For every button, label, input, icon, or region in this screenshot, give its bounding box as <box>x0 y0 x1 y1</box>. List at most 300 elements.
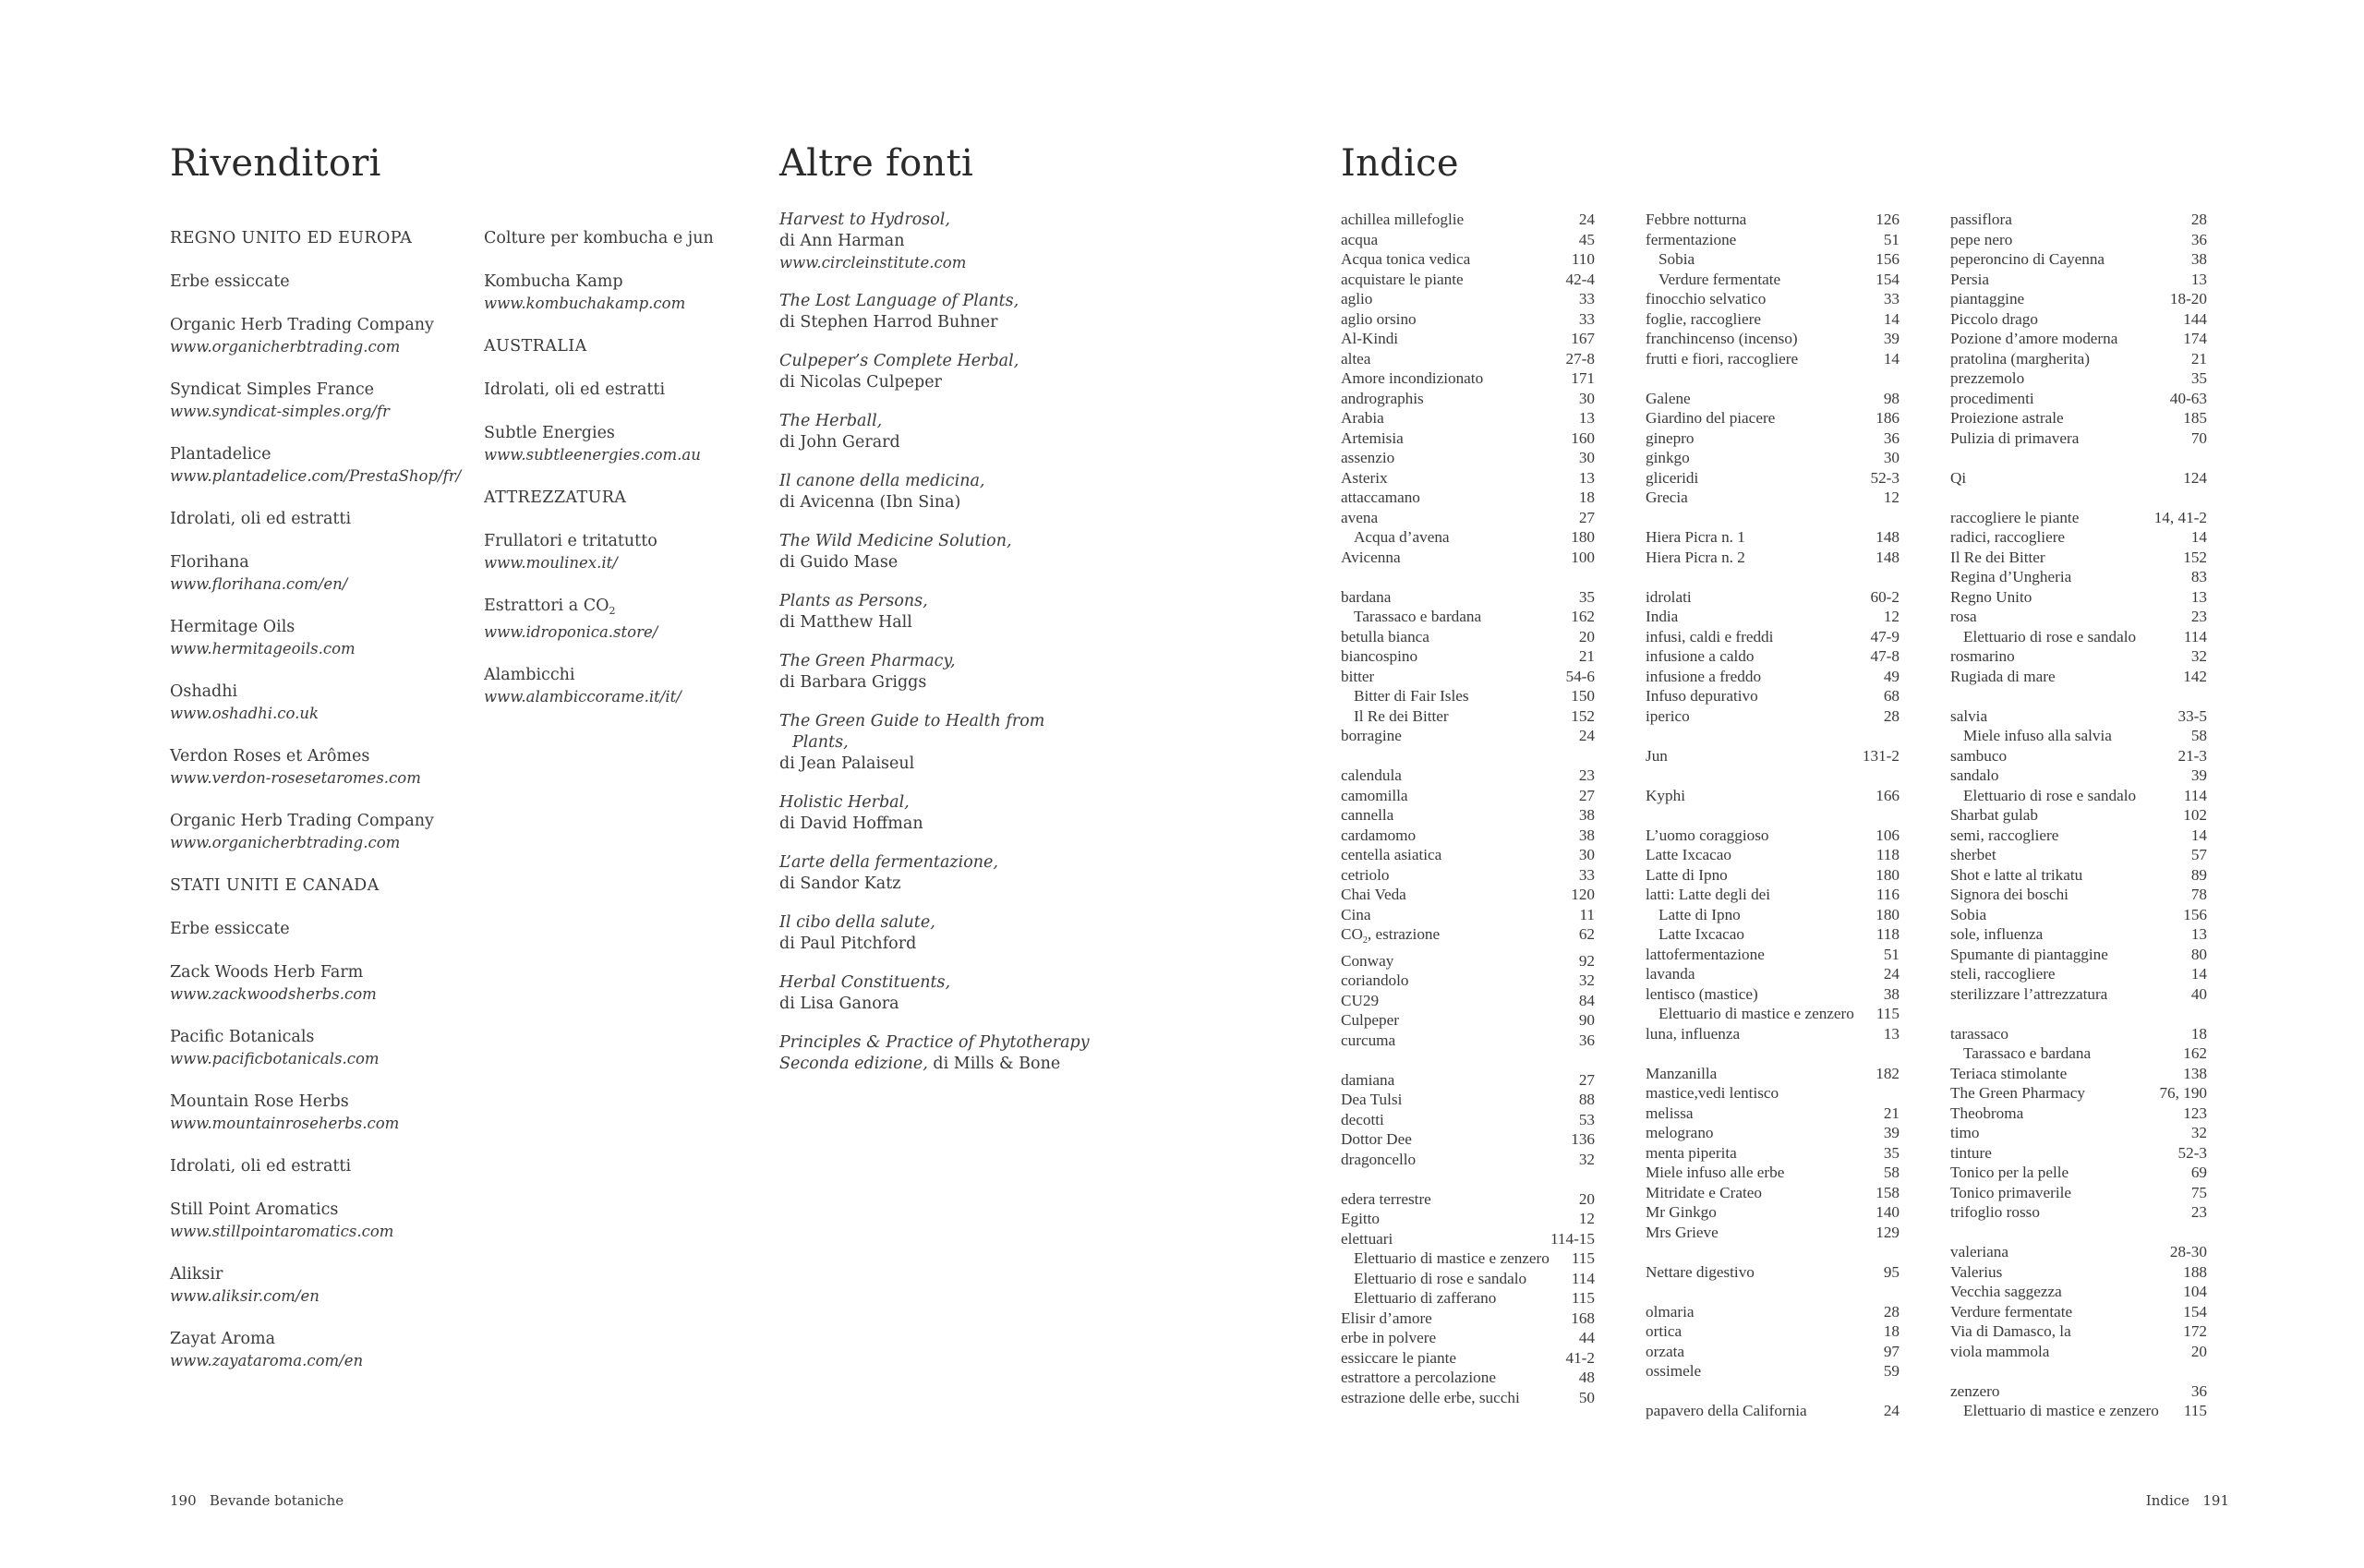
index-page: 28 <box>2190 211 2207 228</box>
index-term: Sharbat gulab <box>1950 806 2038 824</box>
retailer-url: www.organicherbtrading.com <box>170 834 401 851</box>
index-page: 24 <box>1578 727 1595 744</box>
index-term: viola mammola <box>1950 1342 2050 1360</box>
index-term: cannella <box>1341 806 1394 824</box>
index-page: 152 <box>1571 706 1595 725</box>
index-page: 52-3 <box>2177 1143 2207 1162</box>
source-author: di Paul Pitchford <box>779 935 917 953</box>
source-author: di Lisa Ganora <box>779 995 899 1013</box>
index-term: Vecchia saggezza <box>1950 1283 2062 1300</box>
retailer-name: Mountain Rose Herbs <box>170 1092 349 1111</box>
retailers-column-2 <box>484 228 761 730</box>
index-page: 58 <box>2190 727 2207 744</box>
index-entry <box>1950 1183 2207 1203</box>
source-title: L’arte della fermentazione, <box>779 853 998 872</box>
index-entry <box>1646 1361 1900 1381</box>
index-term: andrographis <box>1341 389 1424 407</box>
index-gap <box>1950 1004 2207 1024</box>
index-gap <box>1950 686 2207 706</box>
index-page: 68 <box>1883 687 1900 705</box>
index-page: 115 <box>2183 1402 2207 1419</box>
index-entry <box>1341 1229 1595 1249</box>
index-page: 30 <box>1578 449 1595 466</box>
index-term: Tonico primaverile <box>1950 1183 2071 1201</box>
retailer-url: www.pacificbotanicals.com <box>170 1050 380 1067</box>
source-title: Herbal Constituents, <box>779 973 951 992</box>
retailer-entry <box>170 315 475 357</box>
index-page: 104 <box>2183 1283 2207 1300</box>
index-term: India <box>1646 608 1679 625</box>
index-entry <box>1341 548 1595 568</box>
retailer-url: www.moulinex.it/ <box>484 554 618 572</box>
index-page: 18 <box>1883 1322 1900 1340</box>
index-term: sherbet <box>1950 846 1996 863</box>
index-page: 110 <box>1571 250 1595 268</box>
index-term: sterilizzare l’attrezzatura <box>1950 984 2108 1003</box>
index-entry <box>1950 1104 2207 1124</box>
retailer-entry <box>170 811 475 853</box>
index-term: lentisco (mastice) <box>1646 984 1758 1003</box>
retailer-entry <box>484 596 761 643</box>
index-entry <box>1950 826 2207 846</box>
page-title-altre-fonti: Altre fonti <box>779 142 974 185</box>
index-term: melissa <box>1646 1104 1694 1122</box>
index-page: 89 <box>2190 865 2207 884</box>
index-page: 36 <box>1578 1031 1595 1049</box>
index-term: Hiera Picra n. 1 <box>1646 528 1745 546</box>
index-term: sambuco <box>1950 746 2008 765</box>
source-entry <box>779 351 1149 393</box>
index-page: 142 <box>2183 667 2207 685</box>
retailer-entry <box>170 681 475 724</box>
index-term: ginepro <box>1646 428 1695 447</box>
index-page: 12 <box>1578 1210 1595 1227</box>
region-heading-us-canada: STATI UNITI E CANADA <box>170 876 380 895</box>
index-page: 172 <box>2183 1322 2207 1340</box>
index-entry <box>1646 1024 1900 1044</box>
index-term: acquistare le piante <box>1341 270 1464 288</box>
index-entry <box>1950 349 2207 369</box>
index-term: fermentazione <box>1646 230 1737 248</box>
retailer-name: Subtle Energies <box>484 424 615 442</box>
index-term: betulla bianca <box>1341 627 1429 645</box>
category-hydrosols: Idrolati, oli ed estratti <box>484 380 666 399</box>
index-page: 50 <box>1578 1388 1595 1406</box>
index-term: Miele infuso alla salvia <box>1963 727 2112 744</box>
index-term: Acqua tonica vedica <box>1341 250 1471 268</box>
index-page: 57 <box>2190 846 2207 863</box>
index-entry <box>1646 1083 1900 1104</box>
index-entry <box>1646 607 1900 627</box>
index-page: 21 <box>1883 1104 1900 1122</box>
index-page: 150 <box>1571 687 1595 705</box>
index-page: 33 <box>1883 290 1900 308</box>
index-entry <box>1950 1024 2207 1044</box>
page-footer-right: Indice 191 <box>2145 1492 2229 1509</box>
source-entry <box>779 912 1149 955</box>
index-term: Elettuario di rose e sandalo <box>1354 1269 1527 1287</box>
index-term: Chai Veda <box>1341 886 1406 903</box>
index-subentry <box>1341 686 1595 706</box>
index-term: Giardino del piacere <box>1646 409 1776 427</box>
index-term: Culpeper <box>1341 1011 1400 1029</box>
index-term: Verdure fermentate <box>1658 270 1781 288</box>
index-term: avena <box>1341 508 1379 526</box>
index-entry <box>1341 885 1595 905</box>
index-entry <box>1646 1302 1900 1322</box>
index-entry <box>1950 1242 2207 1262</box>
index-term: Arabia <box>1341 409 1384 427</box>
index-entry <box>1341 249 1595 270</box>
index-term: calendula <box>1341 766 1402 784</box>
retailer-entry <box>170 617 475 659</box>
index-entry <box>1341 488 1595 508</box>
retailer-entry <box>484 271 761 314</box>
retailer-name: Alambicchi <box>484 666 575 684</box>
source-title: The Herball, <box>779 412 883 430</box>
index-entry <box>1341 329 1595 349</box>
index-term: Kyphi <box>1646 786 1685 804</box>
index-page: 182 <box>1876 1064 1900 1082</box>
index-entry <box>1646 1064 1900 1084</box>
index-page: 144 <box>2183 309 2207 328</box>
index-term: Tarassaco e bardana <box>1963 1044 2092 1062</box>
index-term: foglie, raccogliere <box>1646 309 1762 328</box>
retailer-url: www.florihana.com/en/ <box>170 575 348 593</box>
index-entry <box>1341 1031 1595 1051</box>
index-term: trifoglio rosso <box>1950 1203 2040 1221</box>
source-title: Il cibo della salute, <box>779 913 935 932</box>
index-entry <box>1646 627 1900 647</box>
index-entry <box>1950 230 2207 250</box>
index-page: 180 <box>1571 528 1595 546</box>
index-term: Amore incondizionato <box>1341 369 1484 387</box>
index-page: 47-9 <box>1870 627 1900 645</box>
index-page: 11 <box>1579 905 1595 923</box>
index-page: 24 <box>1883 1402 1900 1419</box>
index-page: 20 <box>1578 627 1595 645</box>
index-page: 14 <box>1883 349 1900 368</box>
source-author: di Barbara Griggs <box>779 673 927 692</box>
index-column-3 <box>1950 210 2207 1421</box>
source-author: di Nicolas Culpeper <box>779 373 942 392</box>
index-page: 36 <box>2190 1381 2207 1400</box>
index-term: Hiera Picra n. 2 <box>1646 548 1745 566</box>
retailer-entry <box>484 665 761 707</box>
index-subentry <box>1950 726 2207 746</box>
index-entry <box>1341 924 1595 951</box>
index-term: L’uomo coraggioso <box>1646 826 1769 844</box>
index-page: 40 <box>2190 984 2207 1003</box>
index-term: Elisir d’amore <box>1341 1309 1432 1327</box>
index-page: 28-30 <box>2169 1243 2207 1260</box>
index-term: cetriolo <box>1341 865 1390 884</box>
index-term: tarassaco <box>1950 1024 2008 1043</box>
index-page: 114 <box>2183 786 2207 804</box>
index-term: Tarassaco e bardana <box>1354 608 1482 625</box>
index-page: 35 <box>1883 1143 1900 1162</box>
index-term: achillea millefoglie <box>1341 211 1465 228</box>
index-entry <box>1950 270 2207 290</box>
index-gap <box>1646 508 1900 528</box>
index-entry <box>1341 289 1595 309</box>
index-term: Signora dei boschi <box>1950 886 2068 903</box>
index-page: 162 <box>2183 1044 2207 1062</box>
index-page: 156 <box>2183 905 2207 923</box>
index-entry <box>1950 1064 2207 1084</box>
index-term: damiana <box>1341 1070 1395 1089</box>
region-heading-uk-eu: REGNO UNITO ED EUROPA <box>170 229 413 247</box>
index-gap <box>1646 368 1900 389</box>
index-page: 136 <box>1571 1130 1595 1148</box>
index-page: 14 <box>2190 826 2207 844</box>
source-author: di Ann Harman <box>779 232 905 250</box>
index-term: decotti <box>1341 1110 1384 1128</box>
source-title: Il canone della medicina, <box>779 472 985 490</box>
index-entry <box>1341 309 1595 330</box>
index-page: 106 <box>1876 826 1900 844</box>
index-page: 39 <box>1883 1124 1900 1141</box>
index-page: 102 <box>2183 806 2207 824</box>
index-term: essiccare le piante <box>1341 1348 1457 1367</box>
index-page: 171 <box>1571 369 1595 387</box>
index-term: borragine <box>1341 727 1402 744</box>
index-entry <box>1341 726 1595 746</box>
retailer-name: Oshadhi <box>170 682 238 701</box>
index-entry <box>1950 1262 2207 1283</box>
index-page: 174 <box>2183 330 2207 347</box>
source-title-cont: Plants, <box>792 733 849 752</box>
subscript-two: 2 <box>609 605 616 617</box>
index-entry <box>1341 951 1595 971</box>
index-entry <box>1950 924 2207 945</box>
index-term: camomilla <box>1341 786 1408 804</box>
index-page: 13 <box>2190 270 2207 288</box>
index-page: 97 <box>1883 1342 1900 1360</box>
retailer-entry <box>170 552 475 595</box>
source-entry <box>779 651 1149 694</box>
index-page: 45 <box>1578 230 1595 248</box>
index-term: Nettare digestivo <box>1646 1262 1755 1281</box>
index-term: salvia <box>1950 706 1988 725</box>
index-page: 140 <box>1876 1203 1900 1221</box>
source-title: Holistic Herbal, <box>779 793 910 812</box>
index-term: Artemisia <box>1341 428 1404 447</box>
index-entry <box>1646 865 1900 886</box>
index-entry <box>1646 945 1900 965</box>
index-entry <box>1341 368 1595 389</box>
index-page: 118 <box>1876 846 1900 863</box>
index-subentry <box>1341 1288 1595 1309</box>
index-page: 14 <box>2190 528 2207 546</box>
index-page: 33-5 <box>2177 706 2207 725</box>
index-page: 75 <box>2190 1183 2207 1201</box>
index-entry <box>1646 349 1900 369</box>
index-term: Latte di Ipno <box>1658 905 1741 923</box>
index-page: 32 <box>2190 1124 2207 1141</box>
index-subentry <box>1950 1401 2207 1421</box>
index-page: 23 <box>1578 766 1595 784</box>
index-page: 92 <box>1578 951 1595 970</box>
index-page: 114-15 <box>1550 1229 1595 1248</box>
index-entry <box>1341 826 1595 846</box>
index-entry <box>1950 885 2207 905</box>
index-subentry <box>1341 1269 1595 1289</box>
source-entry <box>779 210 1149 273</box>
index-term: semi, raccogliere <box>1950 826 2059 844</box>
index-term: infusione a freddo <box>1646 667 1762 685</box>
index-entry <box>1341 1309 1595 1329</box>
index-entry <box>1950 945 2207 965</box>
index-page: 118 <box>1876 925 1900 943</box>
index-entry <box>1646 448 1900 468</box>
retailer-url: www.kombuchakamp.com <box>484 295 686 312</box>
index-entry <box>1341 508 1595 528</box>
retailer-entry <box>484 531 761 573</box>
category-dried-herbs: Erbe essiccate <box>170 920 290 938</box>
source-title: The Green Guide to Health from <box>779 712 1045 730</box>
source-author: di Guido Mase <box>779 553 899 572</box>
index-entry <box>1646 667 1900 687</box>
index-entry <box>1646 686 1900 706</box>
index-term: latti: Latte degli dei <box>1646 886 1771 903</box>
index-term: infusione a caldo <box>1646 647 1755 665</box>
index-entry <box>1646 488 1900 508</box>
index-term: altea <box>1341 349 1371 368</box>
index-entry <box>1646 1223 1900 1243</box>
page-footer-left: 190 Bevande botaniche <box>170 1492 344 1509</box>
index-entry <box>1950 845 2207 865</box>
index-entry <box>1646 1143 1900 1164</box>
index-page: 30 <box>1578 389 1595 407</box>
category-dried-herbs: Erbe essiccate <box>170 272 290 291</box>
index-term: Proiezione astrale <box>1950 409 2064 427</box>
index-entry <box>1950 667 2207 687</box>
index-page: 115 <box>1571 1289 1595 1307</box>
index-entry <box>1646 1401 1900 1421</box>
index-subentry <box>1646 905 1900 925</box>
index-gap <box>1341 746 1595 766</box>
retailer-name: Organic Herb Trading Company <box>170 812 434 830</box>
index-page: 38 <box>1883 984 1900 1003</box>
index-term: CU29 <box>1341 991 1380 1009</box>
index-page: 13 <box>1883 1024 1900 1043</box>
index-term: menta piperita <box>1646 1143 1737 1162</box>
index-term: papavero della California <box>1646 1402 1807 1419</box>
index-term: passiflora <box>1950 211 2012 228</box>
index-term: aglio orsino <box>1341 309 1417 328</box>
index-page: 18-20 <box>2169 290 2207 308</box>
index-term: Tonico per la pelle <box>1950 1164 2069 1181</box>
index-entry <box>1646 1262 1900 1283</box>
index-page: 38 <box>1578 826 1595 844</box>
retailer-url: www.plantadelice.com/PrestaShop/fr/ <box>170 467 462 485</box>
index-entry <box>1646 329 1900 349</box>
index-entry <box>1950 329 2207 349</box>
index-term: Elettuario di zafferano <box>1354 1289 1497 1307</box>
index-entry <box>1950 408 2207 428</box>
index-entry <box>1950 1321 2207 1342</box>
source-author: di David Hoffman <box>779 814 923 833</box>
index-page: 180 <box>1876 865 1900 884</box>
source-title: The Green Pharmacy, <box>779 652 956 670</box>
index-entry <box>1646 1342 1900 1362</box>
index-page: 98 <box>1883 389 1900 407</box>
index-term: bardana <box>1341 587 1392 606</box>
index-page: 32 <box>1578 1150 1595 1168</box>
index-term: dragoncello <box>1341 1150 1417 1168</box>
index-term: olmaria <box>1646 1302 1695 1321</box>
index-subentry <box>1950 786 2207 806</box>
index-term: frutti e fiori, raccogliere <box>1646 349 1799 368</box>
index-term: luna, influenza <box>1646 1024 1741 1043</box>
index-entry <box>1646 587 1900 608</box>
index-entry <box>1950 428 2207 449</box>
source-entry <box>779 852 1149 895</box>
index-page: 138 <box>2183 1064 2207 1082</box>
index-term: gliceridi <box>1646 468 1699 487</box>
index-term: Mrs Grieve <box>1646 1223 1719 1241</box>
index-entry <box>1341 766 1595 786</box>
index-subentry <box>1646 1004 1900 1024</box>
index-gap <box>1646 1242 1900 1262</box>
index-entry <box>1646 964 1900 984</box>
index-column-1 <box>1341 210 1595 1407</box>
index-page: 24 <box>1883 965 1900 983</box>
index-term: timo <box>1950 1124 1980 1141</box>
index-page: 27 <box>1578 1070 1595 1089</box>
retailer-entry <box>170 1329 475 1371</box>
index-term: peperoncino di Cayenna <box>1950 250 2105 268</box>
retailer-name: Still Point Aromatics <box>170 1200 339 1219</box>
retailer-entry <box>170 962 475 1005</box>
index-term: melograno <box>1646 1124 1714 1141</box>
index-page: 48 <box>1578 1369 1595 1386</box>
index-page: 13 <box>2190 925 2207 943</box>
index-entry <box>1950 527 2207 548</box>
retailer-name: Pacific Botanicals <box>170 1028 315 1046</box>
index-page: 28 <box>1883 1302 1900 1321</box>
index-term: Elettuario di rose e sandalo <box>1963 786 2137 804</box>
index-page: 35 <box>1578 587 1595 606</box>
index-subentry <box>1646 924 1900 945</box>
index-column-2 <box>1646 210 1900 1421</box>
index-entry <box>1646 1321 1900 1342</box>
source-title: Harvest to Hydrosol, <box>779 211 950 229</box>
index-term: pratolina (margherita) <box>1950 349 2090 368</box>
index-entry <box>1950 249 2207 270</box>
index-term: Latte Ixcacao <box>1646 846 1732 863</box>
index-page: 168 <box>1571 1309 1595 1327</box>
index-entry <box>1646 548 1900 568</box>
index-gap <box>1950 448 2207 468</box>
index-term: Latte di Ipno <box>1646 865 1728 884</box>
index-entry <box>1950 289 2207 309</box>
index-entry <box>1341 210 1595 230</box>
retailer-url: www.hermitageoils.com <box>170 640 356 657</box>
index-term: Persia <box>1950 270 1990 288</box>
index-entry <box>1646 706 1900 727</box>
index-page: 24 <box>1578 211 1595 228</box>
index-page: 62 <box>1578 925 1595 943</box>
index-page: 40-63 <box>2169 389 2207 407</box>
index-page: 30 <box>1578 846 1595 863</box>
index-entry <box>1646 646 1900 667</box>
index-page: 32 <box>1578 971 1595 989</box>
index-gap <box>1341 1169 1595 1189</box>
index-term: Acqua d’avena <box>1354 528 1450 546</box>
index-entry <box>1341 646 1595 667</box>
